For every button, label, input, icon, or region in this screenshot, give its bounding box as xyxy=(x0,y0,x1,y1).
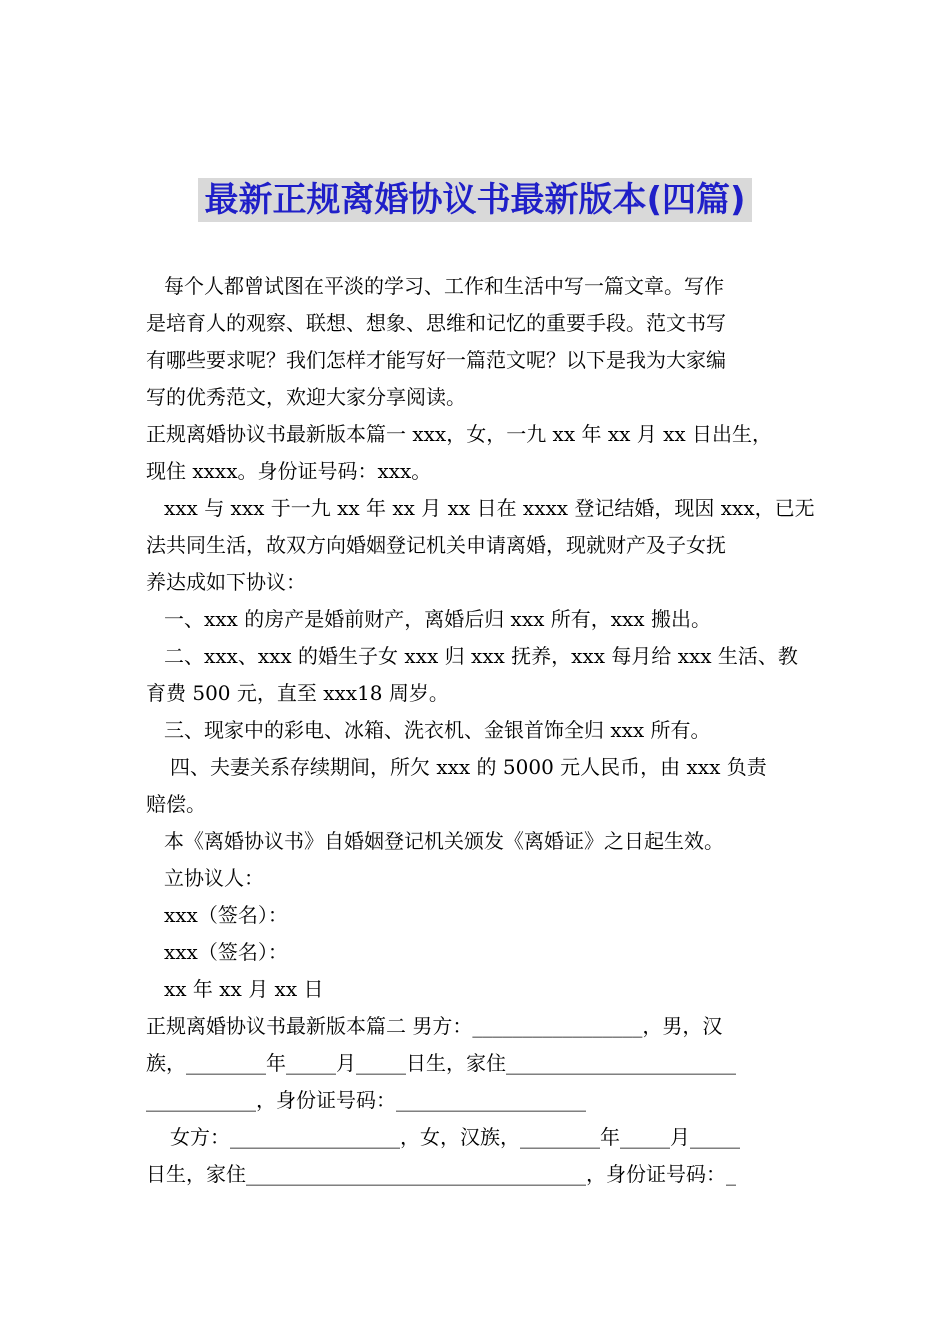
paragraph-line: 育费 500 元，直至 xxx18 周岁。 xyxy=(146,681,449,705)
paragraph-line: 女方：_________________，女，汉族，________年_____月_____ xyxy=(170,1125,740,1149)
paragraph-line: 是培育人的观察、联想、想象、思维和记忆的重要手段。范文书写 xyxy=(146,311,726,335)
paragraph-line: 养达成如下协议： xyxy=(146,570,306,594)
paragraph-line: 法共同生活，故双方向婚姻登记机关申请离婚，现就财产及子女抚 xyxy=(146,533,726,557)
paragraph-line: 四、夫妻关系存续期间，所欠 xxx 的 5000 元人民币，由 xxx 负责 xyxy=(170,755,767,779)
paragraph-line: 二、xxx、xxx 的婚生子女 xxx 归 xxx 抚养，xxx 每月给 xxx 生活、教 xyxy=(164,644,798,668)
paragraph-line: xxx（签名）： xyxy=(164,903,288,927)
paragraph-line: 一、xxx 的房产是婚前财产，离婚后归 xxx 所有，xxx 搬出。 xyxy=(164,607,711,631)
paragraph-line: 日生，家住__________________________________，身份证号码：_ xyxy=(146,1162,736,1186)
title-container xyxy=(0,178,950,222)
paragraph-line: xxx（签名）： xyxy=(164,940,288,964)
paragraph-line: ___________，身份证号码：___________________ xyxy=(146,1088,586,1112)
paragraph-line: 族，________年_____月_____日生，家住_______________________ xyxy=(146,1051,736,1075)
paragraph-line: 三、现家中的彩电、冰箱、洗衣机、金银首饰全归 xxx 所有。 xyxy=(164,718,711,742)
paragraph-line: xx 年 xx 月 xx 日 xyxy=(164,977,324,1001)
paragraph-line: 正规离婚协议书最新版本篇一 xxx，女，一九 xx 年 xx 月 xx 日出生， xyxy=(146,422,773,446)
paragraph-line: 现住 xxxx。身份证号码：xxx。 xyxy=(146,459,432,483)
paragraph-line: xxx 与 xxx 于一九 xx 年 xx 月 xx 日在 xxxx 登记结婚，现因 xxx，已无 xyxy=(164,496,815,520)
paragraph-line: 正规离婚协议书最新版本篇二 男方：_________________，男，汉 xyxy=(146,1014,723,1038)
paragraph-line: 写的优秀范文，欢迎大家分享阅读。 xyxy=(146,385,466,409)
paragraph-line: 赔偿。 xyxy=(146,792,206,816)
document-body xyxy=(146,268,816,1193)
paragraph-line: 本《离婚协议书》自婚姻登记机关颁发《离婚证》之日起生效。 xyxy=(164,829,724,853)
paragraph-line: 每个人都曾试图在平淡的学习、工作和生活中写一篇文章。写作 xyxy=(164,274,724,298)
document-title: 最新正规离婚协议书最新版本(四篇) xyxy=(198,178,751,222)
paragraph-line: 有哪些要求呢？我们怎样才能写好一篇范文呢？以下是我为大家编 xyxy=(146,348,726,372)
paragraph-line: 立协议人： xyxy=(164,866,264,890)
